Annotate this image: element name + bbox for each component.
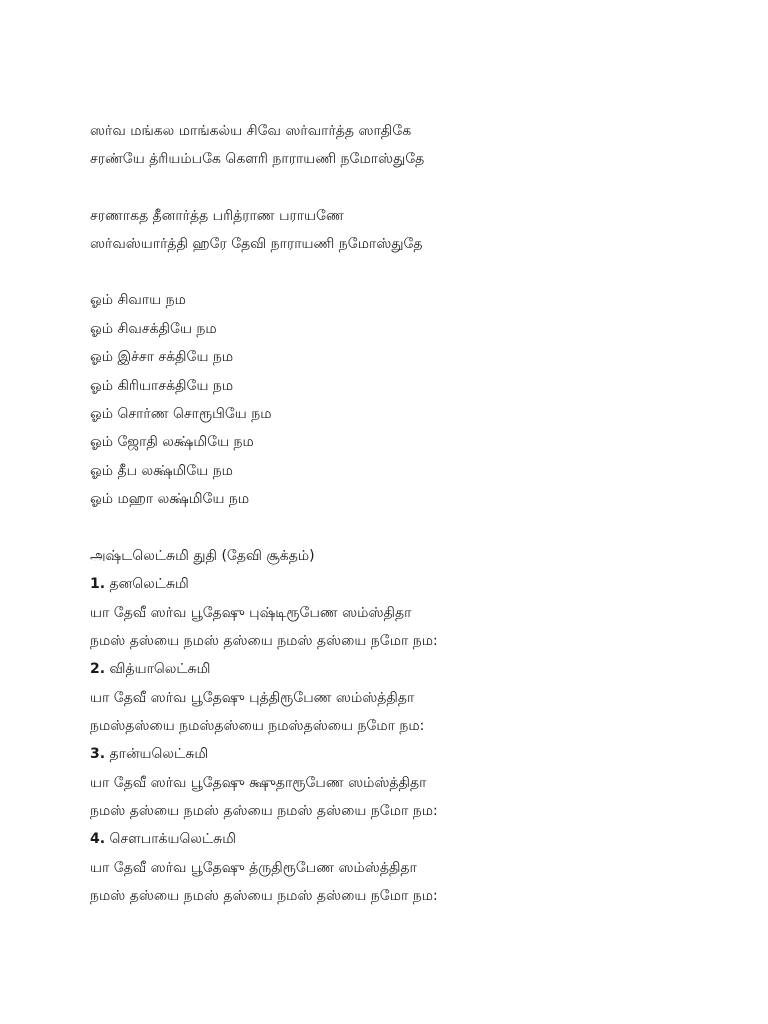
item-line2: நமஸ் தஸ்யை நமஸ் தஸ்யை நமஸ் தஸ்யை நமோ நம:	[90, 888, 438, 904]
mantra-line: ஓம் கிரியாசக்தியே நம	[90, 378, 234, 394]
item-line1: யா தேவீ ஸர்வ பூதேஷு க்ஷுதாரூபேண ஸம்ஸ்த்திதா	[90, 775, 427, 791]
mantra-line: ஓம் சிவசக்தியே நம	[90, 321, 217, 337]
mantra-line: ஓம் தீப லக்ஷ்மியே நம	[90, 463, 233, 479]
item-number: 1.	[90, 576, 106, 592]
item-line1: யா தேவீ ஸர்வ பூதேஷு த்ருதிரூபேண ஸம்ஸ்த்திதா	[90, 860, 417, 876]
verse1-line2: சரண்யே த்ரியம்பகே கௌரி நாராயணி நமோஸ்துதே	[90, 151, 425, 167]
item-name: வித்யாலெட்சுமி	[109, 661, 211, 677]
item-number: 2.	[90, 661, 106, 677]
mantra-line: ஓம் சிவாய நம	[90, 292, 186, 308]
item-heading	[90, 659, 210, 679]
mantra-line: ஓம் ஜோதி லக்ஷ்மியே நம	[90, 434, 254, 450]
item-line2: நமஸ் தஸ்யை நமஸ் தஸ்யை நமஸ் தஸ்யை நமோ நம:	[90, 803, 438, 819]
item-name: தனலெட்சுமி	[109, 576, 189, 592]
mantra-line: ஓம் சொர்ண சொரூபியே நம	[90, 406, 272, 422]
section-title: அஷ்டலெட்சுமி துதி (தேவி சூக்தம்)	[90, 548, 315, 564]
item-line1: யா தேவீ ஸர்வ பூதேஷு புஷ்டிரூபேண ஸம்ஸ்திதா	[90, 605, 412, 621]
item-number: 4.	[90, 831, 106, 847]
item-name: தான்யலெட்சுமி	[109, 746, 209, 762]
item-heading	[90, 574, 189, 594]
item-heading	[90, 744, 208, 764]
mantra-line: ஓம் இச்சா சக்தியே நம	[90, 349, 234, 365]
item-line2: நமஸ் தஸ்யை நமஸ் தஸ்யை நமஸ் தஸ்யை நமோ நம:	[90, 633, 438, 649]
verse2-line1: சரணாகத தீனார்த்த பரித்ராண பராயணே	[90, 208, 344, 224]
item-line2: நமஸ்தஸ்யை நமஸ்தஸ்யை நமஸ்தஸ்யை நமோ நம:	[90, 718, 425, 734]
mantra-line: ஓம் மஹா லக்ஷ்மியே நம	[90, 491, 250, 507]
item-name: சௌபாக்யலெட்சுமி	[109, 831, 237, 847]
item-line1: யா தேவீ ஸர்வ பூதேஷு புத்திரூபேண ஸம்ஸ்த்திதா	[90, 690, 415, 706]
item-heading	[90, 829, 236, 849]
verse1-line1: ஸர்வ மங்கல மாங்கல்ய சிவே ஸர்வார்த்த ஸாதிகே	[90, 123, 412, 139]
item-number: 3.	[90, 746, 106, 762]
verse2-line2: ஸர்வஸ்யார்த்தி ஹரே தேவி நாராயணி நமோஸ்துதே	[90, 236, 423, 252]
